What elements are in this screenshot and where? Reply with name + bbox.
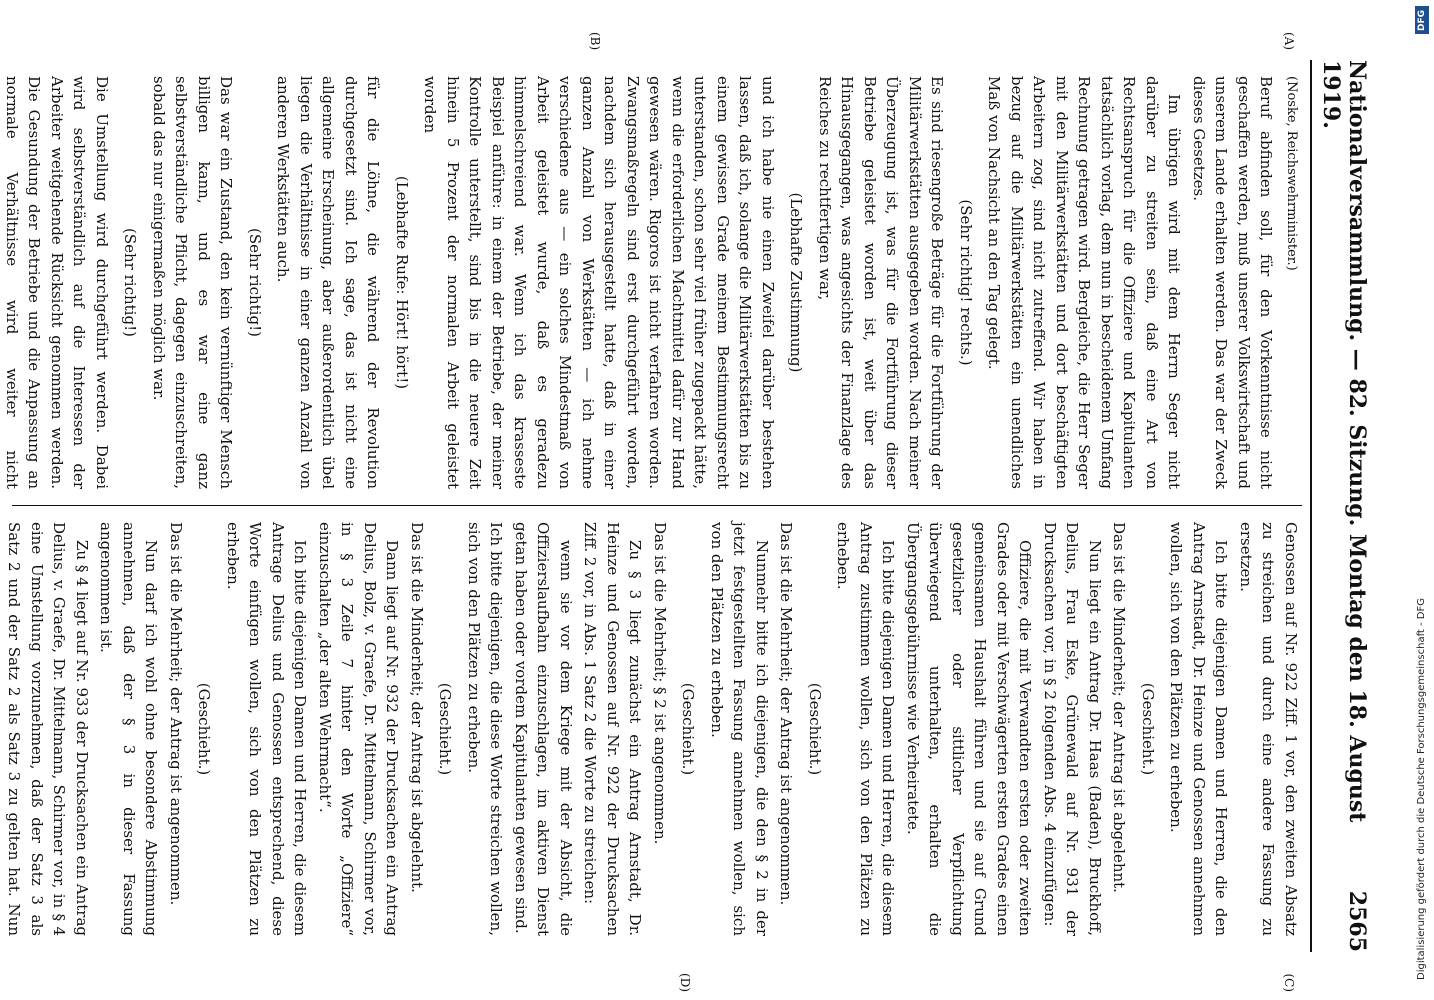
paragraph: Das ist die Mehrheit; der Antrag ist angenommen. [167, 522, 185, 906]
paragraph: Im übrigen wird mit dem Herrn Seger nicht darüber zu streiten sein, daß eine Art von Rechtsanspruch für die Offiziere und Kapitulanten tatsächlich vorlag, dem nun in bescheidenem Umfang Rechnung getragen wird. Bergleiche, die Herr Seger mit den Militärwerkstätten und dort beschäftigten Arbeitern zog, sind nicht zutreffend. Wir haben in bezug auf die Militärwerkstätten ein unendliches Maß von Nachsicht an den Tag gelegt. [985, 76, 1184, 489]
paragraph: (Geschieht.) [679, 682, 698, 776]
paragraph: (Noske, Reichswehrminister.) [1284, 76, 1299, 271]
paragraph: Ich bitte diejenigen Damen und Herren, die diesem Antrage Delius und Genossen entsprechend, diese Worte einfügen wollen, sich von den Plätzen zu erheben. [224, 522, 310, 936]
paragraph: Nun liegt ein Antrag Dr. Haas (Baden), Bruckhoff, Delius, Frau Eske, Grünewald auf Nr. 931 der Drucksachen vor, in § 2 folgenden Abs. 4 einzufügen: [1041, 522, 1104, 936]
page-header [1310, 60, 1370, 952]
paragraph: Nunmehr bitte ich diejenigen, die den § 2 in der jetzt festgestellten Fassung annehmen wollen, sich von den Plätzen zu erheben. [708, 522, 771, 936]
paragraph: (Lebhafte Zustimmung) [787, 192, 806, 373]
right-column [5, 506, 1302, 952]
paragraph: für die Löhne, die während der Revolution durchgesetzt sind. Ich sage, das ist nicht eine allgemeine Erscheinung, aber außerordentlich übel liegen die Verhältnisse in einer ganzen Anzahl von anderen Werkstätten auch. [274, 76, 383, 489]
funding-note-text: Digitalisierung gefördert durch die Deutsche Forschungsgemeinschaft - DFG [1416, 597, 1427, 980]
paragraph: Das ist die Minderheit; der Antrag ist abgelehnt. [408, 522, 426, 893]
paragraph: (Sehr richtig!) [246, 228, 264, 337]
digitization-note [1412, 0, 1434, 1000]
paragraph: Ich bitte diejenigen, die diese Worte streichen wollen, sich von den Plätzen zu erheben. [465, 522, 506, 936]
paragraph: Das ist die Minderheit; der Antrag ist abgelehnt. [1110, 522, 1129, 893]
paragraph: Es sind riesengroße Beträge für die Fortführung der Militärwerkstätten ausgegeben worden. Nach meiner Überzeugung ist, was für die Fortführung dieser Betriebe geleistet worden ist, weit über das Hinausgegangen, was angesichts der Finanzlage des Reiches zu rechtfertigen war, [816, 76, 947, 489]
paragraph: Das ist die Mehrheit; der Antrag ist angenommen. [777, 522, 796, 906]
paragraph: Ich bitte diejenigen Damen und Herren, die den Antrag Arnstadt, Dr. Heinze und Genossen annehmen wollen, sich von den Plätzen zu erheben. [1167, 522, 1231, 936]
paragraph: Zu § 3 liegt zunächst ein Antrag Arnstadt, Dr. Heinze und Genossen auf Nr. 922 der Drucksachen Ziff. 2 vor, in Abs. 1 Satz 2 die Worte zu streichen: [581, 522, 645, 936]
paragraph: Das ist die Mehrheit; § 2 ist angenommen. [651, 522, 669, 845]
margin-marker-b: (B) [588, 32, 602, 51]
header-title: Nationalversammlung. — 82. Sitzung. Montag den 18. August 1919. [1318, 60, 1370, 823]
paragraph: Beruf abfinden soll, für den Vorkenntnisse nicht geschaffen werden, muß unserer Volkswirtschaft und unserem Lande erhalten werden. Das war der Zweck dieses Gesetzes. [1190, 76, 1276, 489]
paragraph: (Geschieht.) [195, 682, 214, 776]
paragraph: (Sehr richtig!) [121, 228, 140, 337]
dfg-logo: DFG [1415, 6, 1429, 34]
paragraph: wenn sie vor dem Kriege mit der Absicht, die Offizierslaufbahn einzuschlagen, im aktiven Dienst getan haben oder vordem Kapitulanten gewesen sind. [512, 522, 575, 936]
paragraph: (Lebhafte Rufe: Hört! hört!) [393, 175, 411, 390]
page-number: 2565 [1344, 890, 1370, 952]
paragraph: Genossen auf Nr. 922 Ziff. 1 vor, den zweiten Absatz zu streichen und durch eine andere Fassung zu ersetzen. [1237, 522, 1300, 936]
paragraph: Das war ein Zustand, den kein vernünftiger Mensch billigen kann, und es war eine ganz selbstverständliche Pflicht, dagegen einzuschreiten, sobald das nur einigermaßen möglich war. [150, 76, 236, 489]
paragraph: (Geschieht.) [1139, 682, 1157, 776]
paragraph: (Geschieht.) [806, 682, 824, 776]
margin-marker-a: (A) [1282, 32, 1296, 51]
margin-marker-c: (C) [1282, 973, 1296, 992]
paragraph: Dann liegt auf Nr. 932 der Drucksachen ein Antrag Delius, Bolz, v. Graefe, Dr. Mittelmann, Schirmer vor, in § 3 Zeile 7 hinter den Worte „Offiziere“ einzuschalten „der alten Wehrmacht“. [316, 522, 402, 936]
paragraph: Offiziere, die mit Verwandten ersten oder zweiten Grades oder mit Verschwägerten ersten Grades einen gemeinsamen Haushalt führen und sie auf Grund gesetzlicher oder sittlicher Verpflichtung überwiegend unterhalten, erhalten die Übergangsgebührnisse wie Verheiratete. [904, 522, 1035, 936]
paragraph: Zu § 4 liegt auf Nr. 933 der Drucksachen ein Antrag Delius, v. Graefe, Dr. Mittelmann, Schirmer vor, in § 4 eine Umstellung vorzunehmen, daß der Satz 3 als Satz 2 und der Satz 2 als Satz 3 zu gelten hat. Nun [5, 522, 91, 936]
text-columns [3, 32, 1302, 992]
paragraph: und ich habe nie einen Zweifel darüber bestehen lassen, daß ich, solange die Militärwerkstätten bis zu einem gewissen Grade meinem Bestimmungsrecht unterstanden, schon sehr viel früher zugepackt hätte, wenn die erforderlichen Machtmittel dafür zur Hand gewesen wären. Rigoros ist nicht verfahren worden. Zwangsmaßregeln sind erst durchgeführt worden, nachdem sich herausgestellt hatte, daß in einer ganzen Anzahl von Werkstätten — ich nehme verschiedene aus — ein solches Mindestmaß von Arbeit geleistet wurde, daß es geradezu himmelschreiend war. Wenn ich das krasseste Beispiel anführe: in einem der Betriebe, der meiner Kontrolle unterstellt, sind bis in die neuere Zeit hinein 5 Prozent der normalen Arbeit geleistet worden [421, 76, 777, 489]
paragraph: Ich bitte diejenigen Damen und Herren, die diesem Antrag zustimmen wollen, sich von den Plätzen zu erheben. [834, 522, 898, 936]
paragraph: (Sehr richtig! rechts.) [957, 199, 975, 366]
margin-marker-d: (D) [678, 973, 692, 992]
left-column [3, 60, 1302, 506]
paragraph: Die Umstellung wird durchgeführt werden. Dabei wird selbstverständlich auf die Interessen der Arbeiter weitgehende Rücksicht genommen werden. Die Gesundung der Betriebe und die Anpassung an normale Verhältnisse wird weiter nicht [3, 76, 111, 489]
paragraph: Nun darf ich wohl ohne besondere Abstimmung annehmen, daß der § 3 in dieser Fassung angenommen ist. [97, 522, 161, 936]
paragraph: (Geschieht.) [436, 682, 455, 776]
